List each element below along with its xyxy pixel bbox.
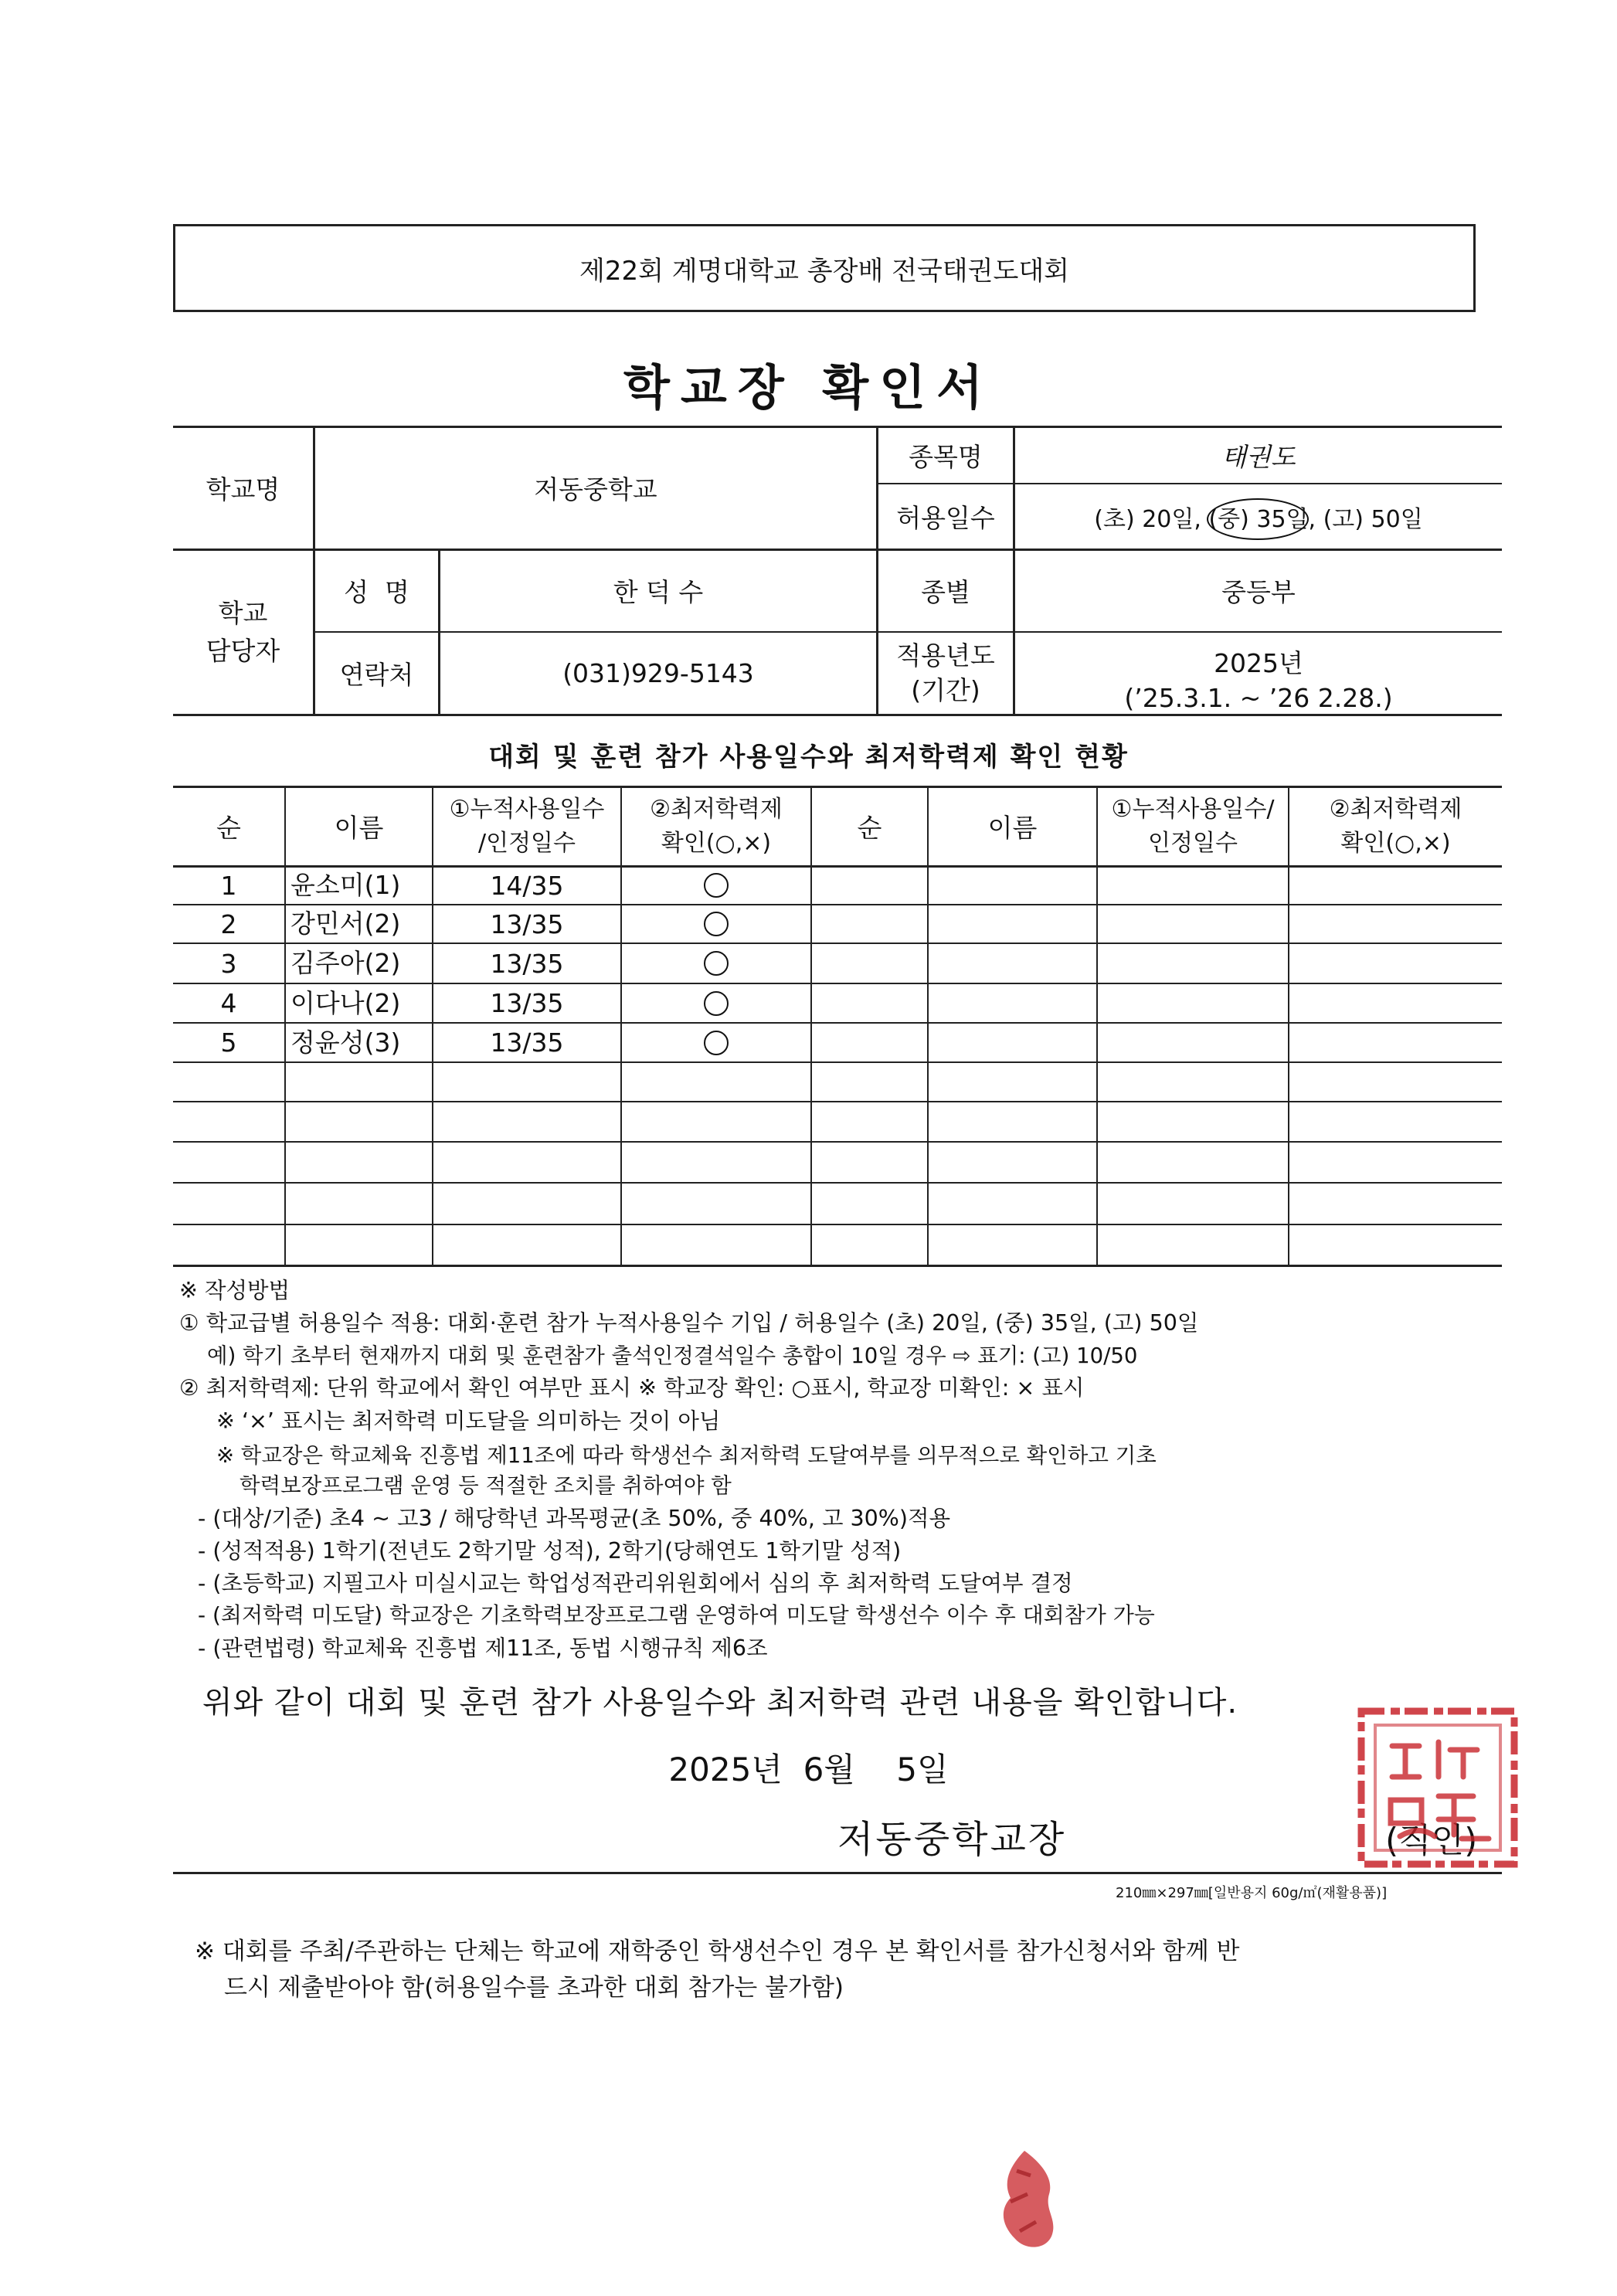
row-3-no: 3	[220, 948, 237, 979]
row-5-days: 13/35	[490, 1027, 564, 1058]
final-note-line-1: ※ 대회를 주최/주관하는 단체는 학교에 재학중인 학생선수인 경우 본 확인서를 참가신청서와 함께 반	[195, 1938, 1240, 1965]
note-1-example: 예) 학기 초부터 현재까지 대회 및 훈련참가 출석인정결석일수 총합이 10일 경우 ⇨ 표기: (고) 10/50	[207, 1343, 1138, 1368]
header-days-right: ①누적사용일수/ 인정일수	[1111, 796, 1275, 857]
header-name-left: 이름	[334, 813, 384, 843]
row-1-name: 윤소미(1)	[290, 870, 401, 900]
note-detail-3: - (초등학교) 지필고사 미실시교는 학업성적관리위원회에서 심의 후 최저학력 도달여부 결정	[198, 1571, 1073, 1596]
year-label: 적용년도 (기간)	[896, 640, 995, 705]
note-detail-1: - (대상/기준) 초4 ~ 고3 / 해당학년 과목평균(초 50%, 중 40%, 고 30%)적용	[198, 1506, 951, 1531]
row-4-name: 이다나(2)	[290, 988, 401, 1018]
row-5-check	[622, 1024, 810, 1061]
row-1-days: 14/35	[490, 870, 564, 901]
school-name-value: 저동중학교	[534, 474, 657, 504]
contact-phone-value: (031)929-5143	[562, 658, 754, 688]
year-cell	[1015, 633, 1502, 714]
event-label: 종목명	[909, 441, 983, 472]
header-days-left: ①누적사용일수 /인정일수	[449, 796, 605, 857]
status-table-bottom-rule	[173, 1265, 1502, 1267]
header-check-left: ②최저학력제 확인(○,×)	[650, 796, 783, 857]
status-row-rule	[173, 1141, 1502, 1143]
note-2-b: ※ 학교장은 학교체육 진흥법 제11조에 따라 학생선수 최저학력 도달여부를 의무적으로 확인하고 기초	[216, 1443, 1157, 1468]
year-value: 2025년	[1214, 648, 1303, 678]
row-4-no: 4	[220, 988, 237, 1018]
row-3-check	[622, 944, 810, 983]
status-row-rule	[173, 1061, 1502, 1063]
status-table-caption: 대회 및 훈련 참가 사용일수와 최저학력제 확인 현황	[488, 742, 1129, 773]
period-value: (’25.3.1. ~ ’26 2.28.)	[1124, 683, 1393, 713]
header-no-right: 순	[857, 813, 882, 843]
contact-name-value: 한 덕 수	[613, 577, 704, 607]
row-1-check	[622, 867, 810, 904]
status-row-rule	[173, 1101, 1502, 1102]
event-banner-text: 제22회 계명대학교 총장배 전국태권도대회	[579, 255, 1070, 287]
confirmation-date: 2025년 6월 5일	[668, 1751, 949, 1788]
confirmation-statement: 위와 같이 대회 및 훈련 참가 사용일수와 최저학력 관련 내용을 확인합니다.	[202, 1685, 1238, 1720]
footer-rule	[173, 1872, 1502, 1874]
document-title: 학교장 확인서	[623, 359, 994, 416]
note-1: ① 학교급별 허용일수 적용: 대회·훈련 참가 누적사용일수 기입 / 허용일수 (초) 20일, (중) 35일, (고) 50일	[179, 1310, 1199, 1336]
info-rule	[173, 714, 1502, 716]
notes-heading: ※ 작성방법	[179, 1278, 290, 1303]
paper-spec: 210㎜×297㎜[일반용지 60g/㎡(재활용품)]	[1116, 1885, 1388, 1901]
row-5-check-mark	[704, 1031, 729, 1055]
note-2: ② 최저학력제: 단위 학교에서 확인 여부만 표시 ※ 학교장 확인: ○표시, 학교장 미확인: × 표시	[179, 1375, 1085, 1401]
contact-phone-label: 연락처	[339, 660, 414, 690]
allowed-days-value: (초) 20일, (중) 35일, (고) 50일	[1094, 505, 1423, 533]
contact-group-label: 학교 담당자	[206, 597, 280, 666]
row-3-days: 13/35	[490, 948, 564, 979]
final-note-line-2: 드시 제출받아야 함(허용일수를 초과한 대회 참가는 불가함)	[224, 1974, 844, 2002]
status-row-rule	[173, 1224, 1502, 1225]
row-1-check-mark	[704, 873, 729, 898]
row-3-check-mark	[704, 951, 729, 976]
row-2-no: 2	[220, 909, 237, 939]
row-2-name: 강민서(2)	[290, 909, 401, 939]
school-seal	[1354, 1703, 1522, 1872]
row-4-days: 13/35	[490, 988, 564, 1018]
allowed-days-label: 허용일수	[896, 503, 995, 533]
note-detail-2: - (성적적용) 1학기(전년도 2학기말 성적), 2학기(당해연도 1학기말 성적)	[198, 1538, 902, 1564]
row-5-name: 정윤성(3)	[290, 1027, 401, 1058]
row-5-no: 5	[220, 1027, 237, 1058]
division-label: 종별	[921, 577, 970, 607]
middle-school-circle-mark	[1207, 498, 1309, 540]
note-2-c: 학력보장프로그램 운영 등 적절한 조치를 취하여야 함	[239, 1473, 732, 1498]
event-banner	[173, 224, 1476, 312]
school-name-label: 학교명	[206, 474, 280, 504]
row-2-days: 13/35	[490, 909, 564, 939]
note-detail-4: - (최저학력 미도달) 학교장은 기초학력보장프로그램 운영하여 미도달 학생선수 이수 후 대회참가 가능	[198, 1602, 1155, 1628]
row-2-check-mark	[704, 912, 729, 936]
contact-name-label: 성 명	[344, 577, 409, 607]
row-1-no: 1	[220, 870, 237, 901]
red-ink-smudge	[994, 2148, 1060, 2256]
row-4-check	[622, 984, 810, 1022]
header-name-right: 이름	[987, 813, 1038, 843]
division-value: 중등부	[1221, 577, 1296, 607]
note-2-a: ※ ‘×’ 표시는 최저학력 미도달을 의미하는 것이 아님	[216, 1408, 721, 1434]
row-3-name: 김주아(2)	[290, 948, 401, 978]
event-value: 태권도	[1221, 441, 1296, 472]
note-detail-5: - (관련법령) 학교체육 진흥법 제11조, 동법 시행규칙 제6조	[198, 1635, 768, 1661]
header-check-right: ②최저학력제 확인(○,×)	[1329, 796, 1462, 857]
header-no-left: 순	[216, 813, 241, 843]
seal-label: (직인)	[1385, 1821, 1478, 1860]
status-row-rule	[173, 1182, 1502, 1184]
row-4-check-mark	[704, 991, 729, 1016]
row-2-check	[622, 905, 810, 943]
principal-title: 저동중학교장	[837, 1818, 1067, 1861]
